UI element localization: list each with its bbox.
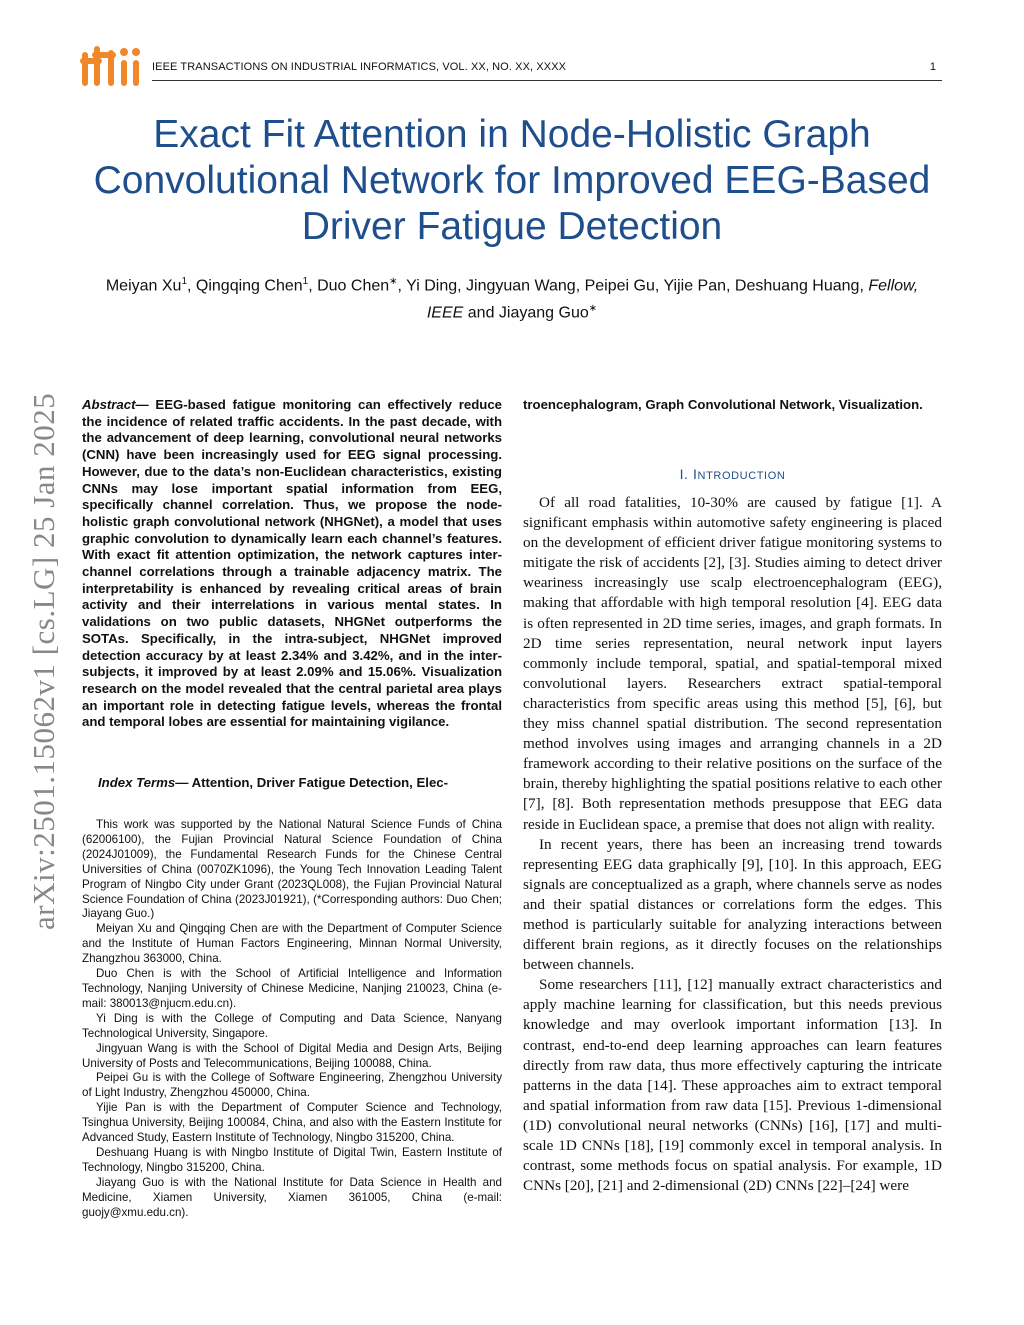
footnote-affiliation: Meiyan Xu and Qingqing Chen are with the Department of Computer Science and the Institute of Human Factors Engineering, Minnan Normal University, Zhangzhou 363000, China. <box>82 922 502 966</box>
affiliation-mark: 1 <box>302 276 309 287</box>
index-terms <box>82 775 502 792</box>
section-number: I. <box>679 466 694 482</box>
page-number: 1 <box>929 61 936 73</box>
index-terms-label: Index Terms <box>98 775 176 790</box>
footnote-affiliation: Deshuang Huang is with Ningbo Institute of Digital Twin, Eastern Institute of Technology, Ningbo 315200, China. <box>82 1145 502 1174</box>
footnote-affiliation: Peipei Gu is with the College of Software Engineering, Zhengzhou University of Light Industry, Zhengzhou 450000, China. <box>82 1071 502 1100</box>
author-text: , Duo Chen <box>308 277 390 295</box>
abstract-text: — EEG-based fatigue monitoring can effectively reduce the incidence of related traffic accidents. In the past decade, with the advancement of deep learning, convolutional neural networks (CNN) have been increasingly used for EEG signal processing. However, due to the data’s non-Euclidean characteristics, existing CNNs may lose important spatial information from EEG, specifically channel correlation. Thus, we propose the node-holistic graph convolutional network (NHGNet), a model that uses graphic convolution to dynamically learn each channel’s features. With exact fit attention optimization, the network captures inter-channel correlations through a trainable adjacency matrix. The interpretability is enhanced by revealing critical areas of brain activity and their interrelations in various mental states. In validations on two public datasets, NHGNet outperforms the SOTAs. Specifically, in the intra-subject, NHGNet improved detection accuracy by at least 2.34% and 3.42%, and in the inter-subjects, it improved by at least 2.09% and 15.06%. Visualization research on the model revealed that the central parietal area plays an important role in detecting fatigue levels, whereas the frontal and temporal lobes are essential for maintaining vigilance. <box>82 397 502 730</box>
body-paragraph: Some researchers [11], [12] manually extract characteristics and apply machine learning for classification, but this needs previous knowledge and may overlook important information [13]. In contrast, end-to-end deep learning approaches can learn features directly from raw data, thus more effectively capturing the intricate patterns in the data [14]. These approaches aim to extract temporal and spatial information from raw data [15]. Previous 1-dimensional (1D) convolutional neural networks (CNNs) [16], [17] and multi-scale 1D CNNs [18], [19] commonly excel in temporal analysis. In contrast, some methods focus on spatial analysis. For example, 1D CNNs [20], [21] and 2-dimensional (2D) CNNs [22]–[24] were <box>523 976 942 1195</box>
ieee-logo-icon <box>80 42 144 92</box>
affiliation-mark: 1 <box>181 276 187 287</box>
author-text: Meiyan Xu <box>105 277 182 295</box>
corresponding-mark: ∗ <box>389 276 398 287</box>
author-text: , Qingqing Chen <box>187 277 303 295</box>
introduction-body <box>523 493 942 1196</box>
footnote-affiliation: Yi Ding is with the College of Computing and Data Science, Nanyang Technological University, Singapore. <box>82 1011 502 1040</box>
abstract <box>82 397 502 731</box>
author-text: , Yi Ding, Jingyuan Wang, Peipei Gu, Yijie Pan, Deshuang Huang, <box>397 277 869 295</box>
header-divider <box>152 80 942 81</box>
index-terms-continued: troencephalogram, Graph Convolutional Network, Visualization. <box>523 397 923 412</box>
journal-header: IEEE TRANSACTIONS ON INDUSTRIAL INFORMATICS, VOL. XX, NO. XX, XXXX <box>152 61 567 73</box>
body-paragraph: Of all road fatalities, 10-30% are caused by fatigue [1]. A significant emphasis within automotive safety engineering is placed on the development of efficient driver fatigue monitoring systems to mitigate the risk of accidents [2], [3]. Studies aiming to detect driver weariness increasingly use scalp electroencephalogram (EEG), making that affordable with high temporal resolution [4]. EEG data is often represented in 2D time series, images, and graph formats. In 2D time series representation, neural network input layers commonly include temporal, spatial, and spatial-temporal mixed convolutional layers. Researchers extract spatial-temporal characteristics from specific areas using this method [5], [6], but they miss channel spatial distribution. The second representation method involves using images and arranging channels in a 2D framework according to their relative positions on the surface of the brain, thereby highlighting the spatial positions relative to each other [7], [8]. Both representation methods presuppose that EEG data reside in Euclidean space, a premise that does not align with reality. <box>523 494 942 833</box>
body-paragraph: In recent years, there has been an increasing trend towards representing EEG data graphically [9], [10]. In this approach, EEG signals are conceptualized as a graph, where channels serve as nodes and their spatial distances or correlations form the edges. This method is particularly suitable for analyzing interactions between different brain regions, as it directly focuses on the relationships between channels. <box>523 835 942 974</box>
arxiv-stamp: arXiv:2501.15062v1 [cs.LG] 25 Jan 2025 <box>26 392 61 930</box>
author-list <box>90 270 934 325</box>
abstract-label: Abstract <box>82 397 136 412</box>
footnotes <box>82 818 502 1220</box>
section-heading <box>523 466 942 482</box>
footnote-affiliation: Yijie Pan is with the Department of Computer Science and Technology, Tsinghua University, Beijing 100084, China, and also with the Eastern Institute for Advanced Study, Eastern Institute of Technology, Ningbo 315200, China. <box>82 1101 502 1145</box>
author-text: and Jiayang Guo <box>463 304 589 322</box>
index-terms-text: — Attention, Driver Fatigue Detection, Elec- <box>175 775 449 790</box>
corresponding-mark: ∗ <box>588 303 598 315</box>
footnote-funding: This work was supported by the National Natural Science Funds of China (62006100), the Fujian Provincial Natural Science Foundation of China (2024J01009), the Fundamental Research Funds for the Chinese Central Universities of China (0070ZK1096), the Young Tech Innovation Leading Talent Program of Ningbo City under Grant (2023QL008), the Fujian Provincial Natural Science Foundation of China (2023J01921), (*Corresponding authors: Duo Chen; Jiayang Guo.) <box>82 818 502 921</box>
footnote-affiliation: Jiayang Guo is with the National Institute for Data Science in Health and Medicine, Xiamen University, Xiamen 361005, China (e-mail: guojy@xmu.edu.cn). <box>82 1175 502 1219</box>
footnote-affiliation: Jingyuan Wang is with the School of Digital Media and Design Arts, Beijing University of Posts and Telecommunications, Beijing 100088, China. <box>82 1041 502 1070</box>
footnote-affiliation: Duo Chen is with the School of Artificial Intelligence and Information Technology, Nanjing University of Chinese Medicine, Nanjing 210023, China (e-mail: 380013@njucm.edu.cn). <box>82 967 502 1010</box>
section-title: NTRODUCTION <box>697 470 786 482</box>
paper-title: Exact Fit Attention in Node-Holistic Graph Convolutional Network for Improved EEG-Based Driver Fatigue Detection <box>93 113 931 248</box>
fellow-designation: Fellow, IEEE <box>426 277 919 322</box>
section-initial: I <box>693 466 698 482</box>
